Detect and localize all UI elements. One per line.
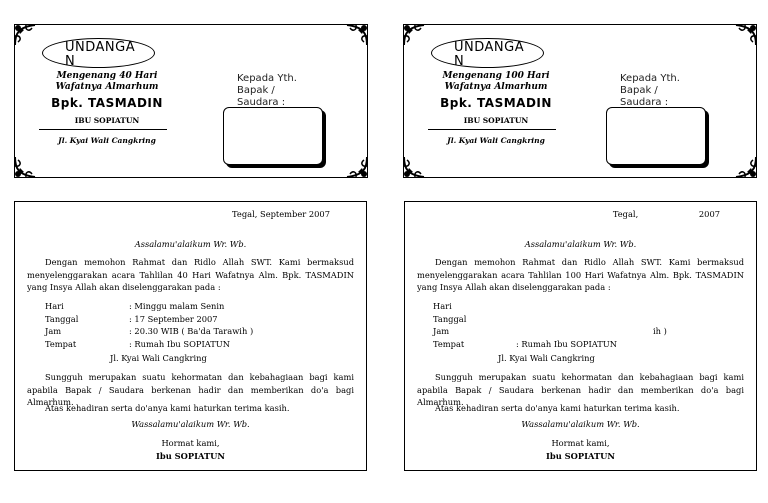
floral-corner-icon [401,22,427,48]
regards-line: Hormat kami, [161,438,220,448]
recipient-line: Kepada Yth. [620,73,680,84]
letter-date: Tegal, September 2007 [232,209,330,219]
memorial-subline: Wafatnya Almarhum [55,82,159,92]
invitation-cover-40-days [14,24,368,178]
closing-greeting: Wassalamu'alaikum Wr. Wb. [131,419,250,429]
detail-row [433,325,713,338]
host-name: IBU SOPIATUN [463,116,529,125]
detail-row [433,338,713,351]
detail-label: Hari [45,301,64,311]
memorial-line: Mengenang 40 Hari [56,71,158,81]
detail-label: Tempat [45,338,77,349]
signature: Ibu SOPIATUN [546,451,615,461]
detail-label: Hari [433,301,452,311]
detail-label: Jam [45,326,62,336]
regards-line: Hormat kami, [551,438,610,448]
recipient-address-box [223,107,323,165]
floral-corner-icon [401,154,427,180]
detail-value: : Rumah Ibu SOPIATUN [129,338,231,349]
detail-value: : 20.30 WIB ( Ba'da Tarawih ) [129,326,254,336]
letter-body: Dengan memohon Rahmat dan Ridlo Allah SWT. Kami bermaksud menyelenggarakan acara Tahlilan 40 Hari Wafatnya Alm. Bpk. TASMADIN yang Insya Allah akan diselenggarakan pada : [27,257,354,292]
recipient-line: Kepada Yth. [237,73,297,84]
deceased-name: Bpk. TASMADIN [51,96,163,110]
thanks-line: Atas kehadiran serta do'anya kami haturkan terima kasih. [435,403,680,413]
memorial-subline: Wafatnya Almarhum [444,82,548,92]
recipient-line: Saudara : [620,97,669,108]
opening-greeting: Assalamu'alaikum Wr. Wb. [134,239,247,249]
recipient-line: Bapak / [237,85,275,96]
closing-paragraph: Sungguh merupakan suatu kehormatan dan kebahagiaan bagi kami apabila Bapak / Saudara berkenan hadir dan memberikan do'a bagi Almarhum. [27,372,354,407]
recipient-address-box [606,107,706,165]
detail-row [45,300,325,313]
detail-label: Tanggal [433,313,467,324]
invitation-badge [42,38,155,68]
detail-row [433,313,713,326]
detail-value: : Rumah Ibu SOPIATUN [516,338,618,349]
floral-corner-icon [344,154,370,180]
detail-row [45,313,325,326]
recipient-label [237,73,297,97]
recipient-label [620,73,680,97]
recipient-label [620,97,668,109]
closing-greeting: Wassalamu'alaikum Wr. Wb. [521,419,640,429]
divider [428,129,556,130]
host-address: Jl. Kyai Wali Cangkring [58,136,156,145]
detail-label: Tempat [433,338,465,349]
letter-body: Dengan memohon Rahmat dan Ridlo Allah SWT. Kami bermaksud menyelenggarakan acara Tahlilan 100 Hari Wafatnya Alm. Bpk. TASMADIN yang Insya Allah akan diselenggarakan pada : [417,257,744,292]
floral-corner-icon [12,154,38,180]
detail-value: : 17 September 2007 [129,313,218,324]
recipient-label [237,97,285,109]
invitation-letter-40-days [14,201,367,471]
opening-greeting: Assalamu'alaikum Wr. Wb. [524,239,637,249]
thanks-line: Atas kehadiran serta do'anya kami haturkan terima kasih. [45,403,290,413]
detail-label: Jam [433,326,450,336]
recipient-line: Saudara : [237,97,286,108]
venue-address: Jl. Kyai Wali Cangkring [110,353,207,363]
closing-paragraph: Sungguh merupakan suatu kehormatan dan kebahagiaan bagi kami apabila Bapak / Saudara berkenan hadir dan memberikan do'a bagi Almarhum. [417,372,744,407]
recipient-line: Bapak / [620,85,658,96]
divider [39,129,167,130]
detail-value: : Minggu malam Senin [129,301,225,311]
deceased-name: Bpk. TASMADIN [440,96,552,110]
event-details [45,300,325,350]
detail-row [45,325,325,338]
detail-value: ih ) [653,326,667,336]
badge-text: UNDANGAN [65,40,136,69]
invitation-cover-100-days [403,24,757,178]
detail-label: Tanggal [45,313,79,324]
host-name: IBU SOPIATUN [74,116,140,125]
memorial-line: Mengenang 100 Hari [442,71,550,81]
letter-date: Tegal, 2007 [612,209,720,219]
floral-corner-icon [733,154,759,180]
floral-corner-icon [12,22,38,48]
event-details [433,300,713,350]
floral-corner-icon [733,22,759,48]
floral-corner-icon [344,22,370,48]
signature: Ibu SOPIATUN [156,451,225,461]
host-address: Jl. Kyai Wali Cangkring [447,136,545,145]
badge-text: UNDANGAN [454,40,525,69]
detail-row [45,338,325,351]
venue-address: Jl. Kyai Wali Cangkring [498,353,595,363]
invitation-letter-100-days [404,201,757,471]
invitation-badge [431,38,544,68]
detail-row [433,300,713,313]
